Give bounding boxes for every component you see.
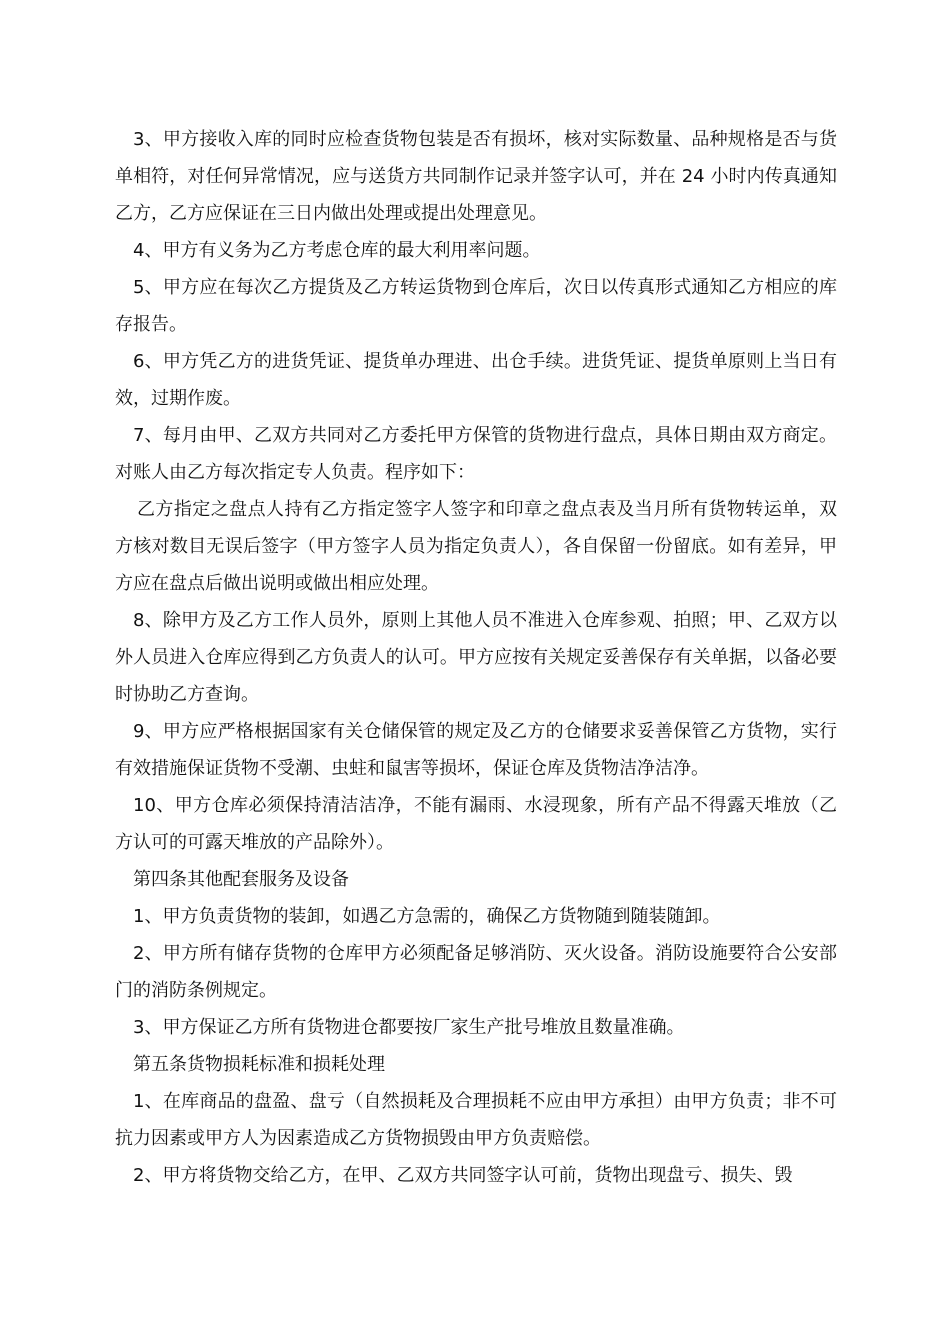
article-4-clause-1: 1、甲方负责货物的装卸，如遇乙方急需的，确保乙方货物随到随装随卸。 (133, 906, 721, 927)
article-4-heading: 第四条其他配套服务及设备 (133, 869, 349, 890)
article-5-heading: 第五条货物损耗标准和损耗处理 (133, 1054, 385, 1075)
inventory-procedure-paragraph: 乙方指定之盘点人持有乙方指定签字人签字和印章之盘点表及当月所有货物转运单，双方核对数目无误后签字（甲方签字人员为指定负责人），各自保留一份留底。如有差异，甲方应在盘点后做出说明或做出相应处理。 (115, 499, 837, 594)
clause-10-paragraph: 10、甲方仓库必须保持清洁洁净，不能有漏雨、水浸现象，所有产品不得露天堆放（乙方认可的可露天堆放的产品除外）。 (115, 795, 837, 853)
document-body (115, 121, 837, 1194)
article-5-clause-1: 1、在库商品的盘盈、盘亏（自然损耗及合理损耗不应由甲方承担）由甲方负责；非不可抗力因素或甲方人为因素造成乙方货物损毁由甲方负责赔偿。 (115, 1091, 837, 1149)
clause-3-paragraph: 3、甲方接收入库的同时应检查货物包装是否有损坏，核对实际数量、品种规格是否与货单相符，对任何异常情况，应与送货方共同制作记录并签字认可，并在 24 小时内传真通知乙方，乙方应保证在三日内做出处理或提出处理意见。 (115, 129, 837, 224)
clause-7-paragraph: 7、每月由甲、乙双方共同对乙方委托甲方保管的货物进行盘点，具体日期由双方商定。对账人由乙方每次指定专人负责。程序如下： (115, 425, 837, 483)
clause-6-paragraph: 6、甲方凭乙方的进货凭证、提货单办理进、出仓手续。进货凭证、提货单原则上当日有效，过期作废。 (115, 351, 837, 409)
clause-5-paragraph: 5、甲方应在每次乙方提货及乙方转运货物到仓库后，次日以传真形式通知乙方相应的库存报告。 (115, 277, 837, 335)
article-4-clause-2: 2、甲方所有储存货物的仓库甲方必须配备足够消防、灭火设备。消防设施要符合公安部门的消防条例规定。 (115, 943, 837, 1001)
clause-4-paragraph: 4、甲方有义务为乙方考虑仓库的最大利用率问题。 (133, 240, 541, 261)
article-5-clause-2: 2、甲方将货物交给乙方，在甲、乙双方共同签字认可前，货物出现盘亏、损失、毁 (133, 1165, 793, 1186)
article-4-clause-3: 3、甲方保证乙方所有货物进仓都要按厂家生产批号堆放且数量准确。 (133, 1017, 685, 1038)
clause-9-paragraph: 9、甲方应严格根据国家有关仓储保管的规定及乙方的仓储要求妥善保管乙方货物，实行有效措施保证货物不受潮、虫蛀和鼠害等损坏，保证仓库及货物洁净洁净。 (115, 721, 837, 779)
clause-8-paragraph: 8、除甲方及乙方工作人员外，原则上其他人员不准进入仓库参观、拍照；甲、乙双方以外人员进入仓库应得到乙方负责人的认可。甲方应按有关规定妥善保存有关单据，以备必要时协助乙方查询。 (115, 610, 837, 705)
